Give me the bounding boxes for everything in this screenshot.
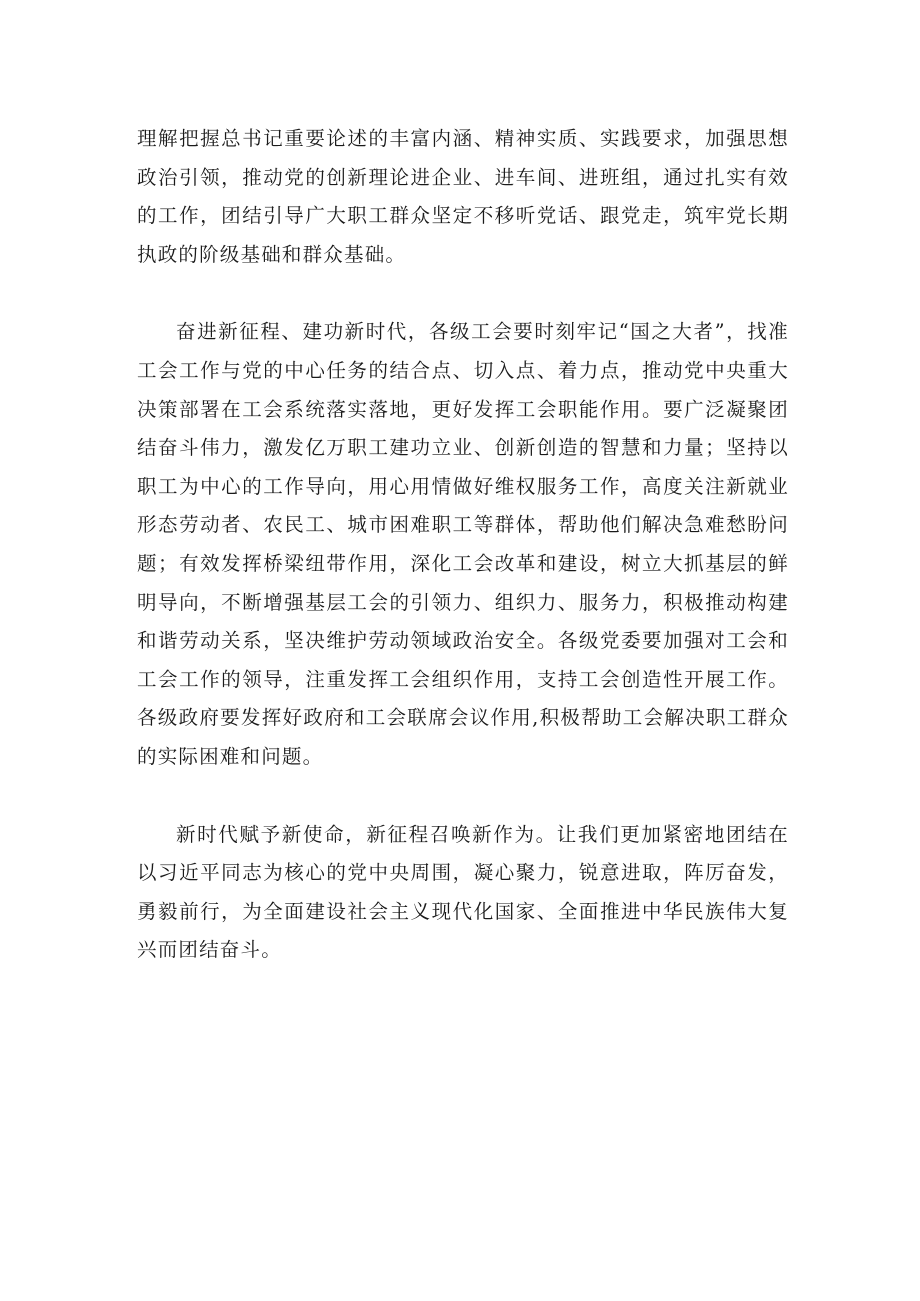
paragraph-conclusion: 新时代赋予新使命，新征程召唤新作为。让我们更加紧密地团结在以习近平同志为核心的党中央周围，凝心聚力，锐意进取，阵厉奋发，勇毅前行，为全面建设社会主义现代化国家、全面推进中华民族伟大复兴而团结奋斗。 [137,822,789,962]
paragraph-continuation: 理解把握总书记重要论述的丰富内涵、精神实质、实践要求，加强思想政治引领，推动党的创新理论进企业、进车间、进班组，通过扎实有效的工作，团结引导广大职工群众坚定不移听党话、跟党走，筑牢党长期执政的阶级基础和群众基础。 [137,127,789,266]
document-body [137,120,789,1009]
paragraph-union-tasks: 奋进新征程、建功新时代，各级工会要时刻牢记“国之大者”，找准工会工作与党的中心任务的结合点、切入点、着力点，推动党中央重大决策部署在工会系统落实落地，更好发挥工会职能作用。要广泛凝聚团结奋斗伟力，激发亿万职工建功立业、创新创造的智慧和力量；坚持以职工为中心的工作导向，用心用情做好维权服务工作，高度关注新就业形态劳动者、农民工、城市困难职工等群体，帮助他们解决急难愁盼问题；有效发挥桥梁纽带作用，深化工会改革和建设，树立大抓基层的鲜明导向，不断增强基层工会的引领力、组织力、服务力，积极推动构建和谐劳动关系，坚决维护劳动领域政治安全。各级党委要加强对工会和工会工作的领导，注重发挥工会组织作用，支持工会创造性开展工作。各级政府要发挥好政府和工会联席会议作用,积极帮助工会解决职工群众的实际困难和问题。 [137,320,789,768]
